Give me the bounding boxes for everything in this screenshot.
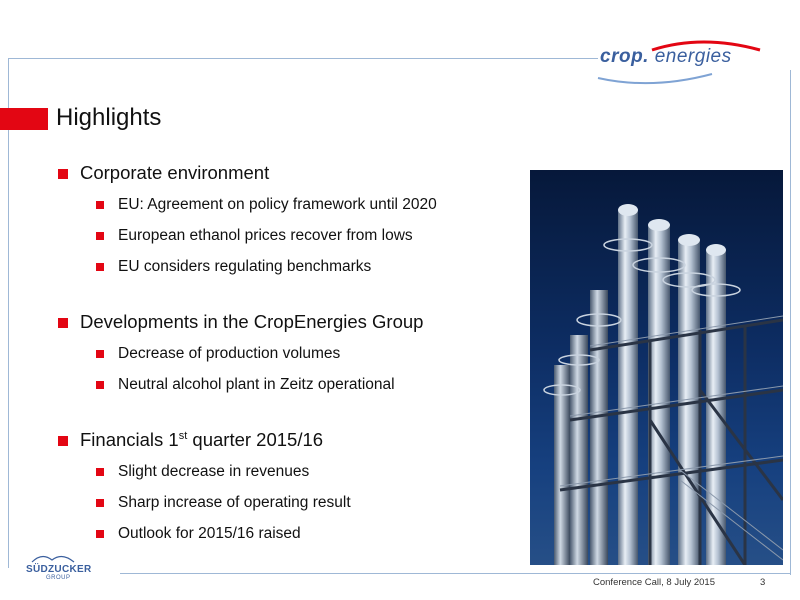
page-number: 3 [760,577,766,588]
section-heading-developments: Developments in the CropEnergies Group [58,309,498,335]
list-item: Outlook for 2015/16 raised [58,518,498,549]
list-item: EU considers regulating benchmarks [58,251,498,282]
financials-suffix: quarter 2015/16 [187,429,324,450]
frame-right-line [790,70,791,575]
list-item: EU: Agreement on policy framework until 2020 [58,189,498,220]
logo-word-crop: crop. [600,46,649,67]
suedzucker-wordmark: SÜDZUCKER [26,564,92,575]
list-item: Decrease of production volumes [58,338,498,369]
frame-bottom-line [120,573,790,574]
suedzucker-group-label: GROUP [46,575,71,581]
financials-sup: st [178,429,188,442]
list-item: Sharp increase of operating result [58,487,498,518]
page-title: Highlights [56,104,162,131]
list-item: Neutral alcohol plant in Zeitz operational [58,369,498,400]
suedzucker-logo [22,550,92,586]
frame-left-line [8,58,9,568]
title-accent-bar [0,108,48,130]
logo-word-energies: energies [654,46,732,67]
distillation-columns-photo [530,170,783,565]
list-item: Slight decrease in revenues [58,456,498,487]
bullet-list [58,160,498,549]
list-item: European ethanol prices recover from lows [58,220,498,251]
footer-event-date: Conference Call, 8 July 2015 [593,577,715,588]
cropenergies-logo [592,36,772,88]
logo-wordmark [600,46,732,68]
financials-prefix: Financials 1 [80,429,179,450]
frame-top-line [8,58,598,59]
section-heading-corporate: Corporate environment [58,160,498,186]
distillation-columns-illustration [530,170,783,565]
section-heading-financials [58,427,498,453]
